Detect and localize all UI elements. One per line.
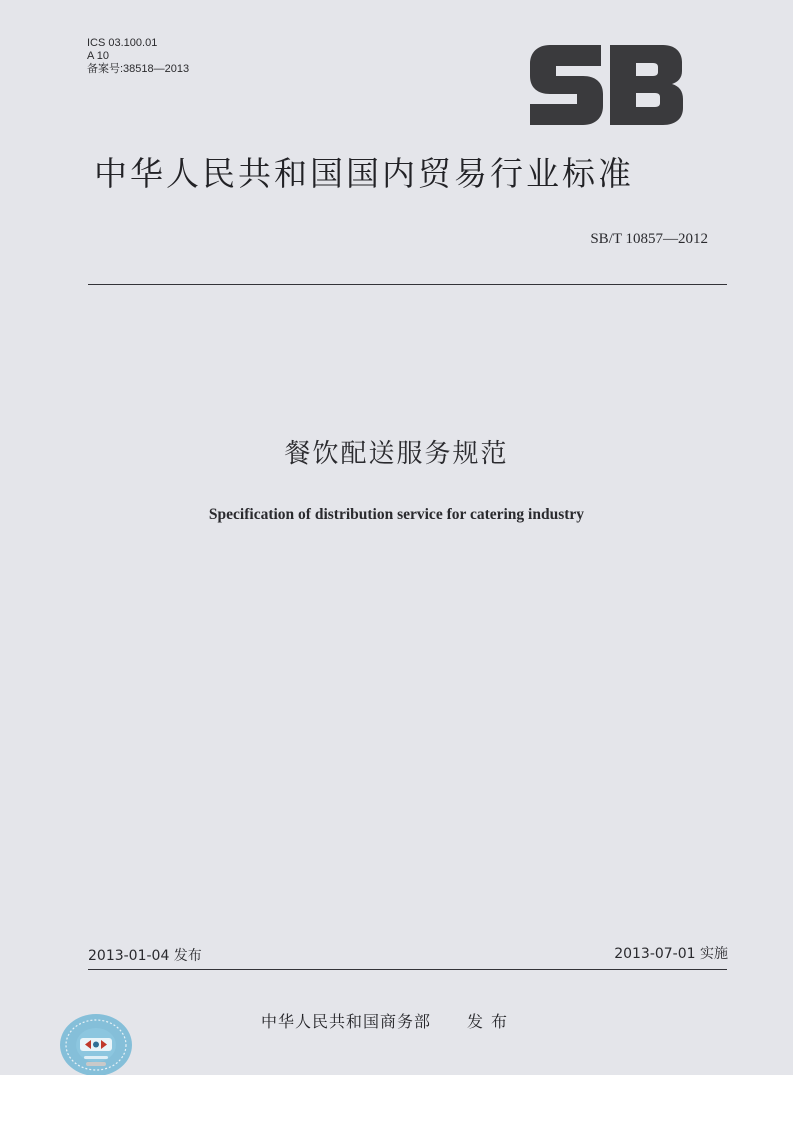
document-title-chinese: 餐饮配送服务规范 bbox=[284, 439, 509, 469]
ccs-code: A 10 bbox=[87, 50, 110, 62]
issue-date: 2013-01-04 发布 bbox=[88, 948, 202, 964]
footer-divider bbox=[88, 969, 727, 970]
sb-logo bbox=[528, 43, 685, 127]
standard-number: SB/T 10857—2012 bbox=[590, 231, 708, 247]
publish-label: 发布 bbox=[467, 1012, 516, 1031]
publisher-name: 中华人民共和国商务部 bbox=[261, 1012, 432, 1031]
implementation-date: 2013-07-01 实施 bbox=[614, 946, 728, 962]
document-title-english: Specification of distribution service for catering industry bbox=[208, 506, 585, 523]
header-divider bbox=[88, 284, 727, 285]
classification-block bbox=[87, 37, 189, 76]
filing-number: 备案号:38518—2013 bbox=[87, 63, 190, 75]
anti-counterfeit-seal-icon bbox=[56, 1012, 136, 1075]
ics-code: ICS 03.100.01 bbox=[87, 37, 158, 49]
issuing-authority-title: 中华人民共和国国内贸易行业标准 bbox=[94, 154, 634, 193]
publisher-line bbox=[261, 1010, 515, 1034]
